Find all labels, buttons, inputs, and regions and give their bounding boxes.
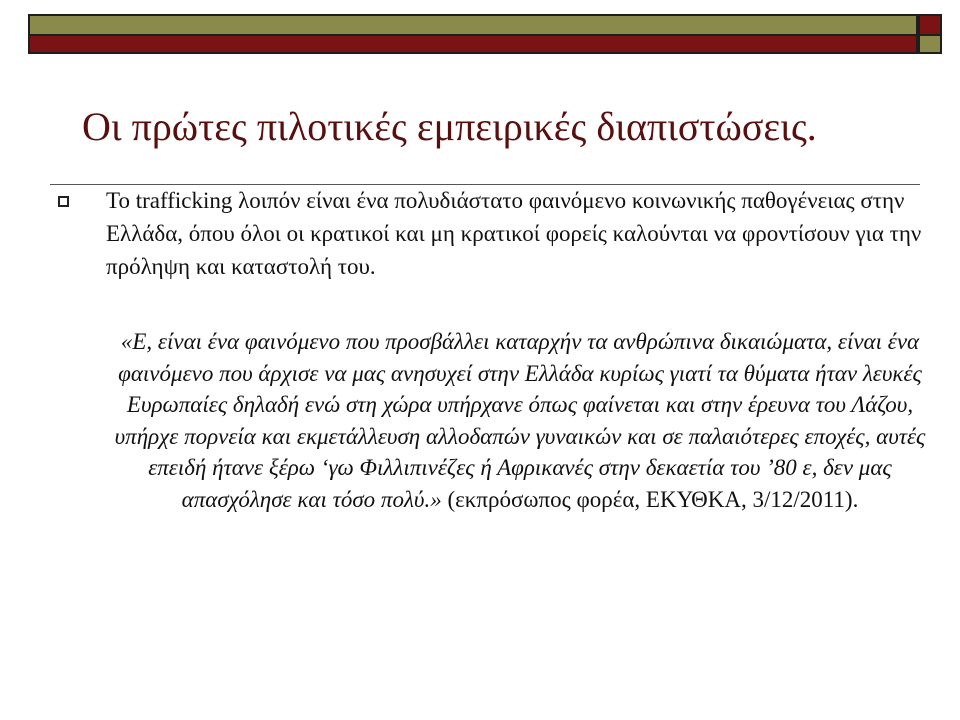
header-corner-red-block: [918, 14, 942, 36]
quote-text: «Ε, είναι ένα φαινόμενο που προσβάλλει καταρχήν τα ανθρώπινα δικαιώματα, είναι ένα φαινόμενο που άρχισε να μας ανησυχεί στην Ελλάδα κυρίως γιατί τα θύματα ήταν λευκές Ευρωπαίες δηλαδή ενώ στη χώρα υπήρχανε όπως φαίνεται και στην έρευνα του Λάζου, υπήρχε πορνεία και εκμετάλλευση αλλοδαπών γυναικών και σε παλαιότερες εποχές, αυτές επειδή ήτανε ξέρω ‘γω Φιλλιπινέζες ή Αφρικανές στην δεκαετία του ’80 ε, δεν μας απασχόλησε και τόσο πολύ.»: [114, 329, 926, 512]
slide-title: Οι πρώτες πιλοτικές εμπειρικές διαπιστώσεις.: [82, 104, 817, 149]
quote-source: (εκπρόσωπος φορέα, ΕΚΥΘΚΑ, 3/12/2011).: [441, 486, 859, 512]
header-decoration-bar: [28, 14, 918, 54]
bullet-text: Το trafficking λοιπόν είναι ένα πολυδιάστατο φαινόμενο κοινωνικής παθογένειας στην Ελλάδα, όπου όλοι οι κρατικοί και μη κρατικοί φορείς καλούνται να φροντίσουν για την πρόληψη και καταστολή του.: [106, 188, 922, 279]
header-red-stripe: [28, 36, 918, 54]
header-corner-olive-block: [918, 36, 942, 54]
header-olive-stripe: [28, 14, 918, 36]
square-bullet-icon: [58, 196, 69, 207]
interview-quote: [110, 326, 930, 515]
